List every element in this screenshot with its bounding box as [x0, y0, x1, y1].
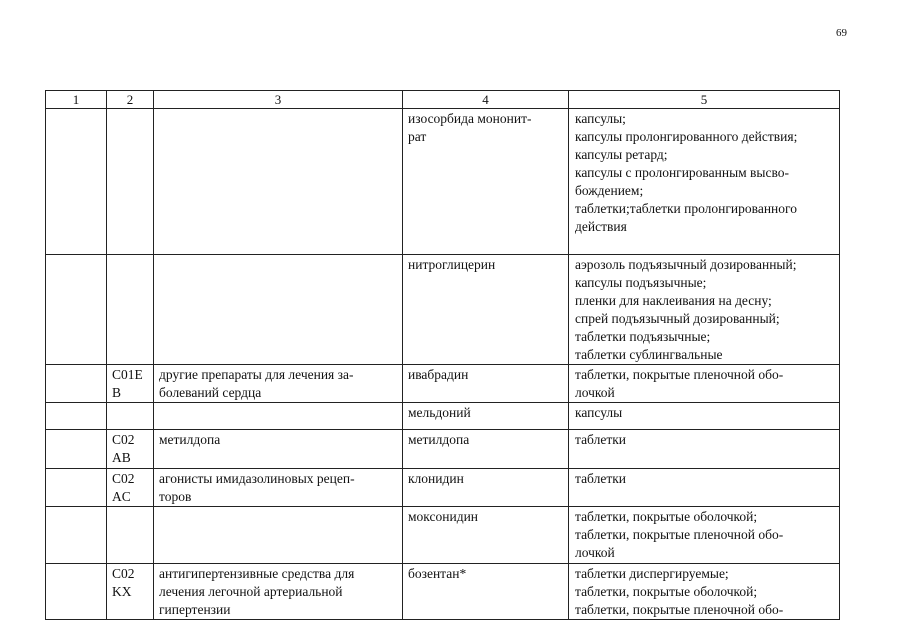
cell-code	[107, 403, 154, 430]
table-row	[46, 365, 840, 403]
header-cell: 2	[107, 91, 154, 109]
page-number: 69	[836, 27, 847, 39]
cell-code: C02 KX	[107, 564, 154, 620]
cell-forms: капсулы	[569, 403, 840, 430]
cell-forms: аэрозоль подъязычный дозированный; капсулы подъязычные; пленки для наклеивания на десну; спрей подъязычный дозированный; таблетки подъязычные; таблетки сублингвальные	[569, 255, 840, 365]
table-row	[46, 109, 840, 255]
cell-col1	[46, 365, 107, 403]
cell-group: антигипертензивные средства для лечения легочной артериальной гипертензии	[154, 564, 403, 620]
cell-drug: изосорбида мононит- рат	[403, 109, 569, 255]
table-row	[46, 403, 840, 430]
cell-forms: таблетки, покрытые пленочной обо- лочкой	[569, 365, 840, 403]
cell-group	[154, 255, 403, 365]
cell-col1	[46, 255, 107, 365]
cell-code	[107, 507, 154, 564]
cell-col1	[46, 430, 107, 469]
table-row	[46, 430, 840, 469]
header-cell: 3	[154, 91, 403, 109]
cell-col1	[46, 403, 107, 430]
cell-drug: метилдопа	[403, 430, 569, 469]
cell-forms: капсулы; капсулы пролонгированного действия; капсулы ретард; капсулы с пролонгированным высво- бождением; таблетки;таблетки пролонгированного действия	[569, 109, 840, 255]
cell-code	[107, 109, 154, 255]
cell-group	[154, 507, 403, 564]
cell-drug: мельдоний	[403, 403, 569, 430]
cell-drug: бозентан*	[403, 564, 569, 620]
cell-group: другие препараты для лечения за- болеваний сердца	[154, 365, 403, 403]
table-row	[46, 255, 840, 365]
cell-col1	[46, 469, 107, 507]
cell-code: C02 AC	[107, 469, 154, 507]
cell-drug: нитроглицерин	[403, 255, 569, 365]
cell-drug: моксонидин	[403, 507, 569, 564]
cell-group: метилдопа	[154, 430, 403, 469]
cell-col1	[46, 109, 107, 255]
cell-forms: таблетки, покрытые оболочкой; таблетки, покрытые пленочной обо- лочкой	[569, 507, 840, 564]
table-row	[46, 469, 840, 507]
cell-forms: таблетки диспергируемые; таблетки, покрытые оболочкой; таблетки, покрытые пленочной обо-	[569, 564, 840, 620]
cell-code: C01E B	[107, 365, 154, 403]
header-cell: 1	[46, 91, 107, 109]
table-row	[46, 507, 840, 564]
cell-group	[154, 109, 403, 255]
cell-forms: таблетки	[569, 430, 840, 469]
header-cell: 4	[403, 91, 569, 109]
table-row	[46, 564, 840, 620]
cell-drug: клонидин	[403, 469, 569, 507]
cell-col1	[46, 507, 107, 564]
drug-table	[45, 90, 840, 620]
table-header-row	[46, 91, 840, 109]
cell-drug: ивабрадин	[403, 365, 569, 403]
header-cell: 5	[569, 91, 840, 109]
cell-col1	[46, 564, 107, 620]
cell-code: C02 AB	[107, 430, 154, 469]
cell-forms: таблетки	[569, 469, 840, 507]
cell-group	[154, 403, 403, 430]
cell-code	[107, 255, 154, 365]
cell-group: агонисты имидазолиновых рецеп- торов	[154, 469, 403, 507]
